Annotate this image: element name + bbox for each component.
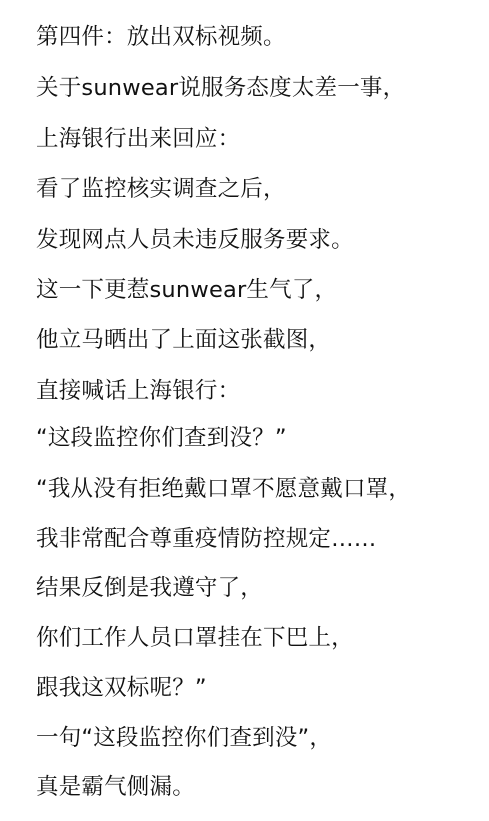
text-line-1: 第四件：放出双标视频。 [36,24,286,50]
text-line-3: 上海银行出来回应： [36,126,241,152]
text-line-9: 一句“这段监控你们查到没”， [36,725,333,751]
quote-line-3: 我非常配合尊重疫情防控规定…… [36,526,377,552]
text-line-5: 发现网点人员未违反服务要求。 [36,227,354,253]
text-line-4: 看了监控核实调查之后， [36,176,286,202]
quote-line-6: 跟我这双标呢？” [36,675,207,701]
text-line-7: 他立马晒出了上面这张截图， [36,327,332,353]
text-line-10: 真是霸气侧漏。 [36,774,195,800]
quote-line-1: “这段监控你们查到没？” [36,425,287,451]
text-line-2: 关于sunwear说服务态度太差一事， [36,75,406,101]
quote-line-2: “我从没有拒绝戴口罩不愿意戴口罩， [36,476,412,502]
quote-line-4: 结果反倒是我遵守了， [36,575,264,601]
text-line-6: 这一下更惹sunwear生气了， [36,277,338,303]
text-line-8: 直接喊话上海银行： [36,378,241,404]
quote-line-5: 你们工作人员口罩挂在下巴上， [36,625,354,651]
